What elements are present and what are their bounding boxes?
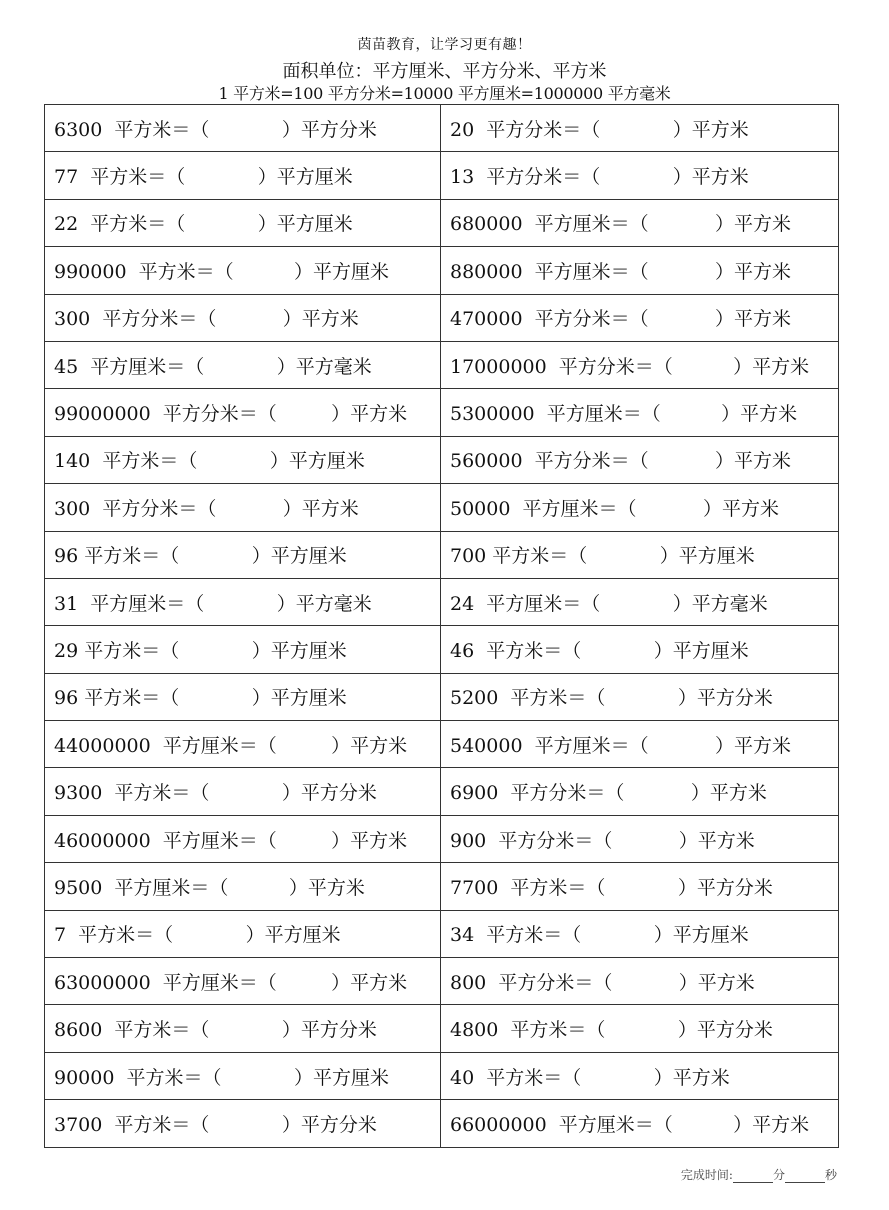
exercise-row [45, 484, 839, 531]
completion-time-label: 完成时间: [680, 1168, 733, 1182]
exercise-right[interactable]: 4800 平方米＝（ ）平方分米 [441, 1005, 839, 1052]
exercise-right[interactable]: 7700 平方米＝（ ）平方分米 [441, 863, 839, 910]
exercise-left[interactable]: 22 平方米＝（ ）平方厘米 [45, 199, 441, 246]
exercise-left[interactable]: 96 平方米＝（ ）平方厘米 [45, 531, 441, 578]
exercise-row [45, 436, 839, 483]
exercise-row [45, 1005, 839, 1052]
exercise-right[interactable]: 34 平方米＝（ ）平方厘米 [441, 910, 839, 957]
exercise-row [45, 863, 839, 910]
exercise-left[interactable]: 31 平方厘米＝（ ）平方毫米 [45, 578, 441, 625]
exercise-right[interactable]: 46 平方米＝（ ）平方厘米 [441, 626, 839, 673]
exercise-left[interactable]: 45 平方厘米＝（ ）平方毫米 [45, 341, 441, 388]
exercise-row [45, 721, 839, 768]
exercise-right[interactable]: 50000 平方厘米＝（ ）平方米 [441, 484, 839, 531]
exercise-left[interactable]: 63000000 平方厘米＝（ ）平方米 [45, 958, 441, 1005]
exercise-row [45, 199, 839, 246]
exercise-table [44, 104, 839, 1148]
conversion-formula: 1 平方米=100 平方分米=10000 平方厘米=1000000 平方毫米 [218, 84, 671, 103]
minutes-blank[interactable] [733, 1170, 773, 1183]
minute-unit: 分 [772, 1168, 785, 1182]
exercise-row [45, 768, 839, 815]
exercise-right[interactable]: 24 平方厘米＝（ ）平方毫米 [441, 578, 839, 625]
exercise-left[interactable]: 44000000 平方厘米＝（ ）平方米 [45, 721, 441, 768]
exercise-right[interactable]: 5200 平方米＝（ ）平方分米 [441, 673, 839, 720]
exercise-left[interactable]: 990000 平方米＝（ ）平方厘米 [45, 247, 441, 294]
exercise-right[interactable]: 470000 平方分米＝（ ）平方米 [441, 294, 839, 341]
exercise-right[interactable]: 13 平方分米＝（ ）平方米 [441, 152, 839, 199]
exercise-row [45, 1052, 839, 1099]
page-title: 面积单位：平方厘米、平方分米、平方米 [282, 61, 607, 82]
exercise-right[interactable]: 20 平方分米＝（ ）平方米 [441, 105, 839, 152]
brand-slogan: 茵苗教育，让学习更有趣！ [357, 37, 532, 53]
exercise-right[interactable]: 900 平方分米＝（ ）平方米 [441, 815, 839, 862]
exercise-right[interactable]: 66000000 平方厘米＝（ ）平方米 [441, 1100, 839, 1147]
exercise-row [45, 673, 839, 720]
exercise-row [45, 958, 839, 1005]
exercise-left[interactable]: 8600 平方米＝（ ）平方分米 [45, 1005, 441, 1052]
exercise-table-body [45, 105, 839, 1148]
exercise-left[interactable]: 99000000 平方分米＝（ ）平方米 [45, 389, 441, 436]
exercise-left[interactable]: 96 平方米＝（ ）平方厘米 [45, 673, 441, 720]
exercise-left[interactable]: 46000000 平方厘米＝（ ）平方米 [45, 815, 441, 862]
exercise-row [45, 1100, 839, 1147]
exercise-row [45, 531, 839, 578]
seconds-blank[interactable] [785, 1170, 825, 1183]
exercise-row [45, 578, 839, 625]
second-unit: 秒 [824, 1168, 837, 1182]
exercise-left[interactable]: 29 平方米＝（ ）平方厘米 [45, 626, 441, 673]
exercise-right[interactable]: 880000 平方厘米＝（ ）平方米 [441, 247, 839, 294]
exercise-left[interactable]: 6300 平方米＝（ ）平方分米 [45, 105, 441, 152]
exercise-right[interactable]: 6900 平方分米＝（ ）平方米 [441, 768, 839, 815]
exercise-row [45, 247, 839, 294]
exercise-left[interactable]: 3700 平方米＝（ ）平方分米 [45, 1100, 441, 1147]
exercise-right[interactable]: 40 平方米＝（ ）平方米 [441, 1052, 839, 1099]
exercise-row [45, 815, 839, 862]
completion-time [681, 1166, 837, 1183]
exercise-row [45, 626, 839, 673]
exercise-row [45, 105, 839, 152]
exercise-left[interactable]: 140 平方米＝（ ）平方厘米 [45, 436, 441, 483]
exercise-right[interactable]: 560000 平方分米＝（ ）平方米 [441, 436, 839, 483]
exercise-right[interactable]: 680000 平方厘米＝（ ）平方米 [441, 199, 839, 246]
exercise-row [45, 152, 839, 199]
exercise-left[interactable]: 300 平方分米＝（ ）平方米 [45, 484, 441, 531]
exercise-row [45, 294, 839, 341]
exercise-left[interactable]: 77 平方米＝（ ）平方厘米 [45, 152, 441, 199]
exercise-right[interactable]: 17000000 平方分米＝（ ）平方米 [441, 341, 839, 388]
exercise-right[interactable]: 5300000 平方厘米＝（ ）平方米 [441, 389, 839, 436]
exercise-right[interactable]: 800 平方分米＝（ ）平方米 [441, 958, 839, 1005]
exercise-left[interactable]: 9500 平方厘米＝（ ）平方米 [45, 863, 441, 910]
exercise-left[interactable]: 9300 平方米＝（ ）平方分米 [45, 768, 441, 815]
exercise-right[interactable]: 700 平方米＝（ ）平方厘米 [441, 531, 839, 578]
exercise-row [45, 910, 839, 957]
exercise-left[interactable]: 7 平方米＝（ ）平方厘米 [45, 910, 441, 957]
exercise-right[interactable]: 540000 平方厘米＝（ ）平方米 [441, 721, 839, 768]
exercise-left[interactable]: 300 平方分米＝（ ）平方米 [45, 294, 441, 341]
exercise-row [45, 389, 839, 436]
exercise-row [45, 341, 839, 388]
exercise-left[interactable]: 90000 平方米＝（ ）平方厘米 [45, 1052, 441, 1099]
